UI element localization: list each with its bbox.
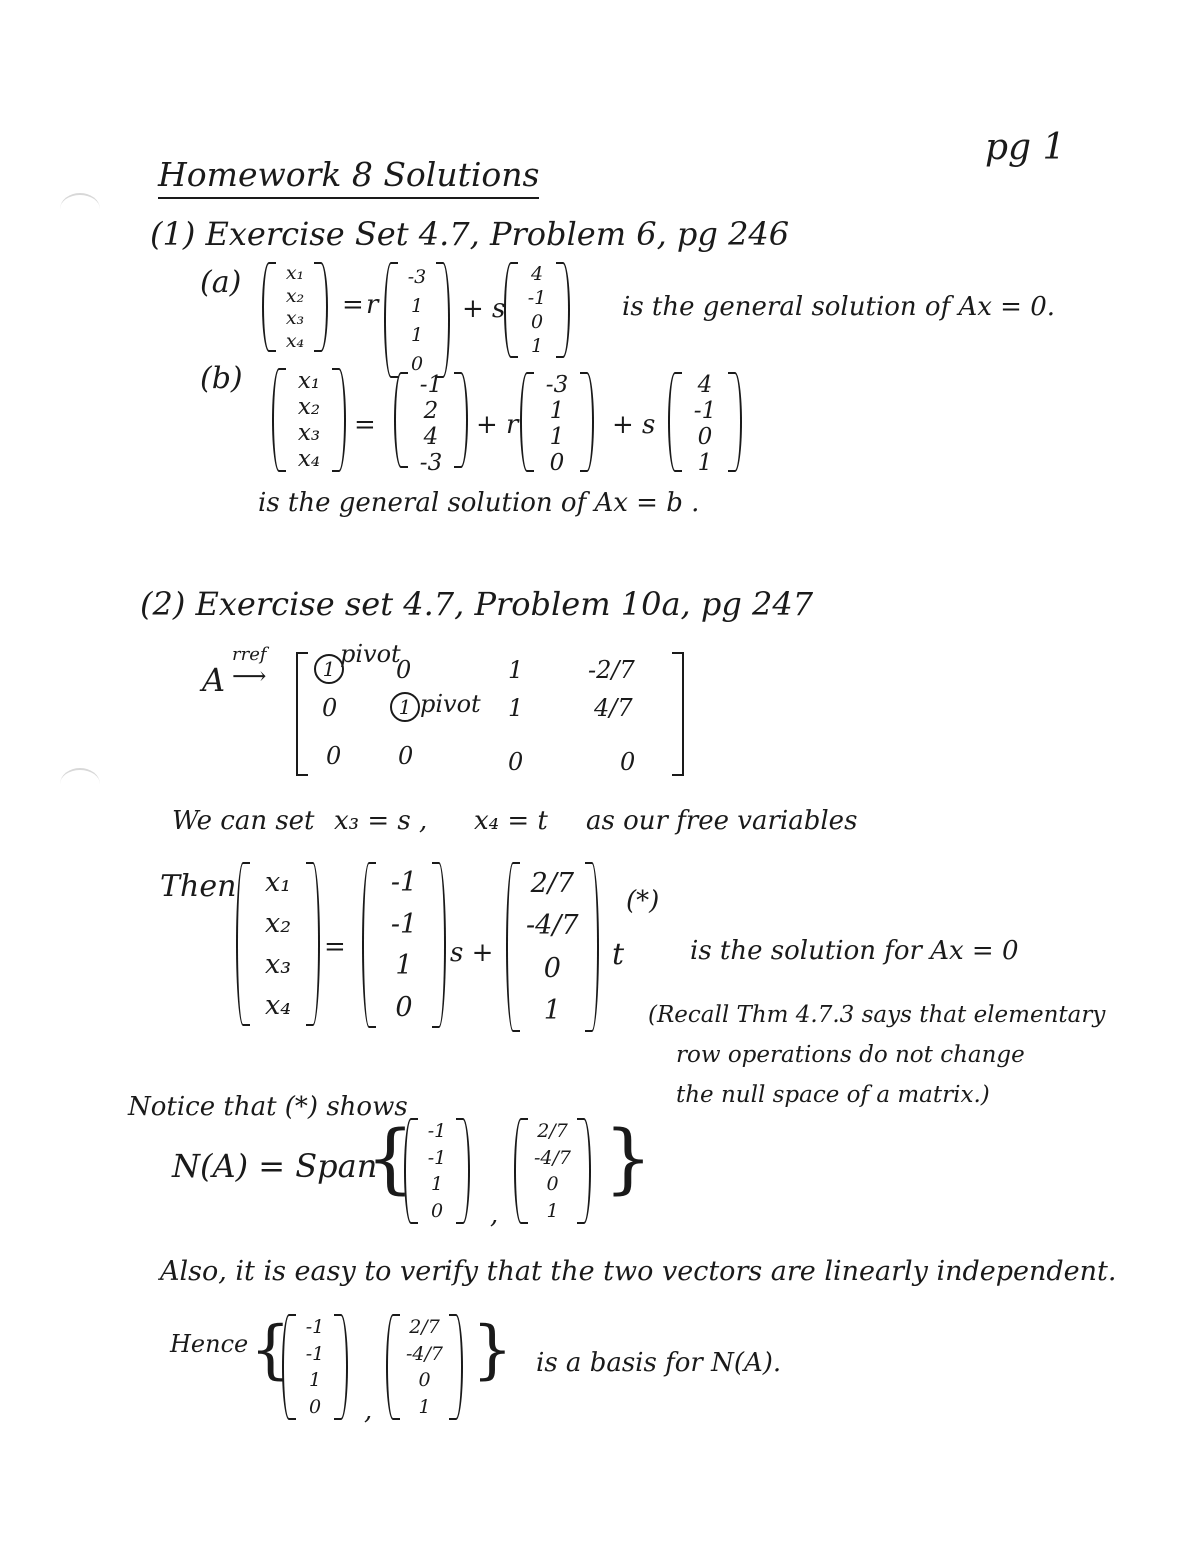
then-vector-1: [362, 862, 446, 1028]
vector-entry: 1: [546, 1199, 559, 1222]
part-a-vector-2: [504, 262, 570, 358]
vector-entry: 1: [430, 1173, 444, 1196]
vector-entry: x₂: [264, 908, 292, 939]
basis-brace-left: {: [250, 1313, 291, 1387]
vector-entry: 4: [423, 424, 439, 450]
vector-entry: 1: [697, 450, 713, 476]
basis-statement: is a basis for N(A).: [536, 1348, 782, 1378]
vector-entry: 1: [549, 424, 565, 450]
basis-brace-right: }: [472, 1313, 513, 1387]
vector-entry: -4/7: [534, 1146, 571, 1169]
matrix-entry: 0: [398, 742, 414, 770]
part-b-equals: =: [354, 410, 376, 440]
rref-label: rref: [232, 644, 267, 665]
notice-text: Notice that (*) shows: [128, 1092, 408, 1122]
vector-entry: -1: [419, 372, 443, 398]
vector-entry: -1: [390, 867, 418, 899]
hence-label: Hence: [170, 1330, 249, 1358]
independence-statement: Also, it is easy to verify that the two vectors are linearly independent.: [160, 1256, 1117, 1287]
set-brace-right: }: [604, 1113, 653, 1202]
part-b-label: (b): [200, 361, 243, 396]
then-vector-2: [506, 862, 599, 1032]
vector-entry: 0: [543, 952, 561, 984]
matrix-entry: 0: [620, 748, 636, 776]
part-a-vector-1: [384, 262, 450, 378]
vector-entry: -1: [305, 1316, 325, 1339]
part-a-equals: =: [342, 290, 364, 320]
vector-entry: 0: [546, 1173, 559, 1196]
vector-entry: 2/7: [409, 1316, 440, 1339]
free-var-x4: x₄ = t: [474, 806, 548, 836]
vector-entry: 0: [430, 1199, 444, 1222]
vector-entry: x₁: [285, 262, 305, 285]
vector-entry: -3: [407, 265, 427, 288]
problem-2-heading: (2) Exercise set 4.7, Problem 10a, pg 247: [140, 585, 814, 623]
basis-vector-2: [386, 1314, 463, 1420]
vector-entry: 1: [543, 995, 561, 1027]
rref-arrow: ⟶: [232, 662, 267, 690]
part-b-plus-s: + s: [612, 410, 656, 440]
matrix-entry: -2/7: [588, 656, 635, 684]
page-number: pg 1: [985, 127, 1066, 168]
vector-entry: x₂: [285, 284, 305, 307]
part-a-var-vector: [262, 262, 328, 352]
vector-entry: -1: [427, 1146, 447, 1169]
nullspace-comma: ,: [490, 1200, 499, 1230]
vector-entry: 1: [418, 1395, 431, 1418]
matrix-entry: 1: [508, 694, 524, 722]
vector-entry: 0: [549, 450, 565, 476]
part-b-particular-vector: [394, 372, 468, 476]
vector-entry: 2/7: [537, 1120, 568, 1143]
pivot-annotation: pivot: [340, 640, 401, 668]
vector-entry: 0: [410, 352, 424, 375]
basis-comma: ,: [364, 1396, 373, 1426]
vector-entry: 1: [530, 335, 544, 357]
part-b-vector-1: [520, 372, 594, 476]
vector-entry: x₃: [264, 949, 292, 980]
vector-entry: -1: [427, 1120, 447, 1143]
vector-entry: 2/7: [530, 867, 575, 899]
recall-line-1: (Recall Thm 4.7.3 says that elementary: [648, 1002, 1106, 1028]
vector-entry: 0: [418, 1369, 431, 1392]
vector-entry: 1: [410, 294, 424, 317]
vector-entry: 1: [549, 398, 565, 424]
matrix-entry: 1: [314, 654, 344, 684]
recall-line-3: the null space of a matrix.): [676, 1082, 990, 1108]
part-a-plus-s: + s: [462, 294, 506, 324]
pivot-annotation: pivot: [420, 690, 481, 718]
part-a-statement: is the general solution of Ax = 0.: [622, 292, 1056, 322]
matrix-entry: 0: [322, 694, 338, 722]
vector-entry: -1: [305, 1342, 325, 1365]
vector-entry: -4/7: [526, 910, 579, 942]
matrix-entry: 1: [390, 692, 420, 722]
nullspace-vector-2: [514, 1118, 591, 1224]
part-a-label: (a): [200, 265, 242, 300]
then-statement: is the solution for Ax = 0: [690, 936, 1019, 966]
vector-entry: x₄: [297, 446, 321, 472]
vector-entry: 0: [395, 991, 413, 1023]
vector-entry: -1: [527, 287, 547, 309]
vector-entry: 4: [530, 263, 544, 285]
vector-entry: 1: [395, 950, 413, 982]
vector-entry: 0: [697, 424, 713, 450]
free-vars-prefix: We can set: [172, 806, 315, 836]
vector-entry: 0: [308, 1395, 322, 1418]
then-equals: =: [324, 932, 346, 962]
vector-entry: 1: [410, 323, 424, 346]
matrix-entry: 0: [396, 656, 412, 684]
vector-entry: 2: [423, 398, 439, 424]
nullspace-vector-1: [404, 1118, 470, 1224]
vector-entry: -1: [390, 908, 418, 940]
page-title: Homework 8 Solutions: [158, 158, 539, 199]
matrix-entry: 4/7: [594, 694, 633, 722]
free-vars-suffix: as our free variables: [586, 806, 858, 836]
scan-artifact-middle: [60, 768, 100, 800]
vector-entry: x₁: [297, 368, 321, 394]
matrix-entry: 0: [326, 742, 342, 770]
vector-entry: -3: [419, 450, 443, 476]
vector-entry: x₃: [285, 307, 305, 330]
then-s-plus: s +: [450, 938, 494, 968]
vector-entry: x₂: [297, 394, 321, 420]
vector-entry: x₄: [264, 990, 292, 1021]
then-t: t: [612, 937, 625, 972]
vector-entry: -3: [545, 372, 569, 398]
part-a-r: r: [366, 290, 379, 320]
set-brace-left: {: [366, 1113, 415, 1202]
vector-entry: 1: [308, 1369, 322, 1392]
vector-entry: x₄: [285, 329, 305, 352]
vector-entry: x₁: [264, 867, 292, 898]
nullspace-lhs: N(A) = Span: [172, 1147, 378, 1185]
then-var-vector: [236, 862, 320, 1026]
part-b-plus-r: + r: [476, 410, 519, 440]
problem-1-heading: (1) Exercise Set 4.7, Problem 6, pg 246: [150, 215, 790, 253]
vector-entry: -1: [693, 398, 717, 424]
recall-line-2: row operations do not change: [676, 1042, 1025, 1068]
matrix-a-label: A: [202, 661, 226, 699]
vector-entry: -4/7: [406, 1342, 443, 1365]
matrix-entry: 0: [508, 748, 524, 776]
vector-entry: 4: [697, 372, 713, 398]
part-b-statement: is the general solution of Ax = b .: [258, 488, 700, 518]
matrix-entry: 1: [508, 656, 524, 684]
basis-vector-1: [282, 1314, 348, 1420]
rref-matrix: [296, 640, 684, 780]
part-b-vector-2: [668, 372, 742, 476]
star-marker: (*): [626, 886, 660, 916]
free-var-x3: x₃ = s ,: [334, 806, 428, 836]
scan-artifact-top: [60, 193, 100, 225]
vector-entry: 0: [530, 311, 544, 333]
part-b-var-vector: [272, 368, 346, 472]
then-label: Then: [160, 869, 237, 904]
vector-entry: x₃: [297, 420, 321, 446]
